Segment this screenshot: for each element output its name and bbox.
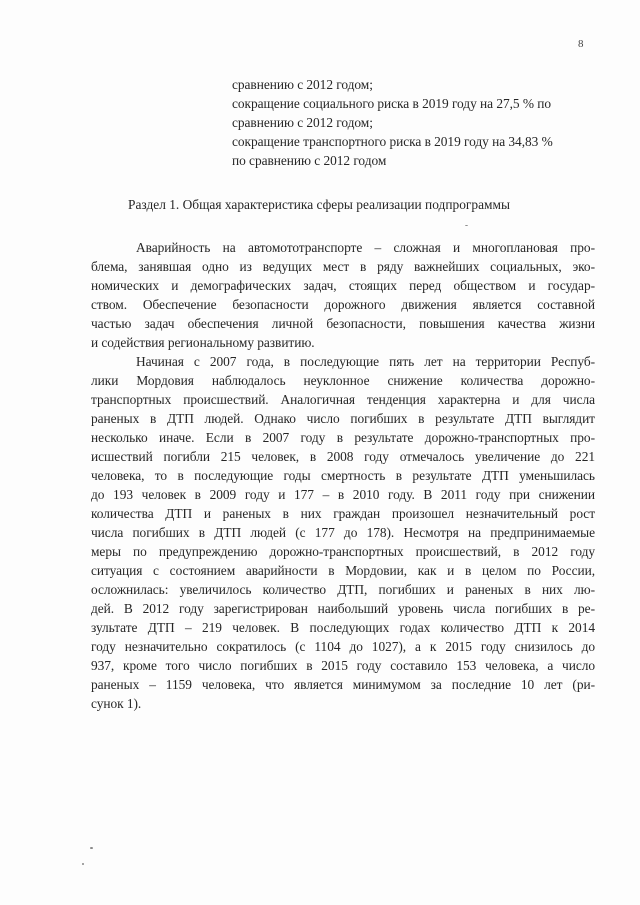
paragraph-line: частью задач обеспечения личной безопасности, повышения качества жизни: [91, 316, 595, 331]
paragraph-line: количества ДТП и раненых в них граждан произошел незначительный рост: [91, 506, 595, 521]
paragraph-line: меры по предупреждению дорожно-транспортных происшествий, в 2012 году: [91, 544, 595, 559]
goals-line: сокращение транспортного риска в 2019 году на 34,83 %: [232, 134, 553, 149]
paragraph-line: раненых – 1159 человека, что является минимумом за последние 10 лет (ри-: [91, 677, 595, 692]
paragraph-line: блема, занявшая одно из ведущих мест в ряду важнейших социальных, эко-: [91, 259, 595, 274]
scan-speck: [82, 863, 84, 865]
paragraph-line: человека, то в последующие годы смертность в результате ДТП уменьшилась: [91, 468, 595, 483]
paragraph-line: сунок 1).: [91, 696, 142, 711]
paragraph-line: раненых в ДТП людей. Однако число погибших в результате ДТП выглядит: [91, 411, 595, 426]
paragraph-line: исшествий погибли 215 человек, в 2008 году отмечалось увеличение до 221: [91, 449, 595, 464]
paragraph-line: несколько иначе. Если в 2007 году в результате дорожно-транспортных про-: [91, 430, 595, 445]
goals-line: сравнению с 2012 годом;: [232, 115, 373, 130]
paragraph-line: году незначительно сократилось (с 1104 до 1027), а к 2015 году снизилось до: [91, 639, 595, 654]
paragraph-line: числа погибших в ДТП людей (с 177 до 178). Несмотря на предпринимаемые: [91, 525, 595, 540]
paragraph-line: Аварийность на автомототранспорте – сложная и многоплановая про-: [136, 240, 595, 255]
goals-line: сокращение социального риска в 2019 году на 27,5 % по: [232, 96, 552, 111]
paragraph-line: Начиная с 2007 года, в последующие пять лет на территории Респуб-: [136, 354, 595, 369]
section-heading: Раздел 1. Общая характеристика сферы реализации подпрограммы: [128, 197, 510, 212]
goals-line: сравнению с 2012 годом;: [232, 77, 373, 92]
paragraph-line: 937, кроме того число погибших в 2015 году составило 153 человека, а число: [91, 658, 595, 673]
paragraph-line: дей. В 2012 году зарегистрирован наибольший уровень числа погибших в ре-: [91, 601, 595, 616]
paragraph-line: транспортных происшествий. Аналогичная тенденция характерна и для числа: [91, 392, 595, 407]
paragraph-line: осложнилась: увеличилось количество ДТП, погибших и раненых в них лю-: [91, 582, 595, 597]
paragraph-line: до 193 человек в 2009 году и 177 – в 2010 году. В 2011 году при снижении: [91, 487, 595, 502]
scan-speck: [465, 225, 468, 226]
paragraph-line: ством. Обеспечение безопасности дорожного движения является составной: [91, 297, 595, 312]
goals-line: по сравнению с 2012 годом: [232, 153, 387, 168]
paragraph-line: и содействия региональному развитию.: [91, 335, 315, 350]
paragraph-line: номических и демографических задач, стоящих перед обществом и государ-: [91, 278, 595, 293]
paragraph-line: зультате ДТП – 219 человек. В последующих годах количество ДТП к 2014: [91, 620, 595, 635]
paragraph-line: лики Мордовия наблюдалось неуклонное снижение количества дорожно-: [91, 373, 595, 388]
scan-speck: [90, 847, 93, 849]
page-number: 8: [578, 38, 584, 50]
paragraph-line: ситуация с состоянием аварийности в Мордовии, как и в целом по России,: [91, 563, 595, 578]
